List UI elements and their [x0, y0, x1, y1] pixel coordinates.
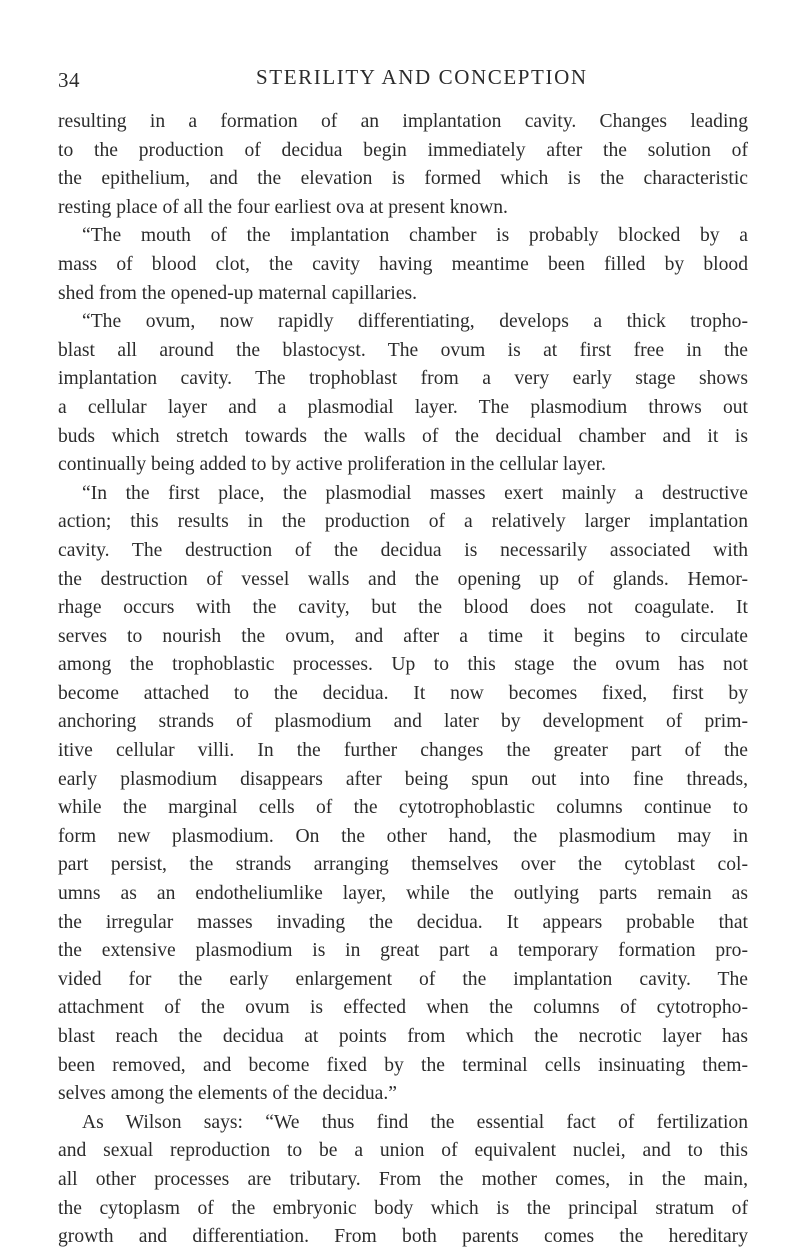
page-header	[0, 62, 800, 92]
text-line: itive cellular villi. In the further changes the greater part of the	[58, 740, 748, 762]
text-line: cavity. The destruction of the decidua is necessarily associated with	[58, 539, 748, 561]
text-line: implantation cavity. The trophoblast from a very early stage shows	[58, 368, 748, 390]
text-line: early plasmodium disappears after being spun out into fine threads,	[58, 768, 748, 790]
text-line: attachment of the ovum is effected when the columns of cytotropho-	[58, 997, 748, 1019]
text-line: blast all around the blastocyst. The ovum is at first free in the	[58, 339, 748, 361]
text-line: blast reach the decidua at points from which the necrotic layer has	[58, 1026, 748, 1047]
text-line: “The mouth of the implantation chamber is probably blocked by a	[82, 225, 748, 247]
text-line: the epithelium, and the elevation is formed which is the characteristic	[58, 168, 748, 190]
text-line: the destruction of vessel walls and the opening up of glands. Hemor-	[58, 568, 748, 590]
text-line: serves to nourish the ovum, and after a time it begins to circulate	[58, 625, 748, 647]
text-line: the cytoplasm of the embryonic body which is the principal stratum of	[58, 1197, 748, 1219]
text-line: while the marginal cells of the cytotrophoblastic columns continue to	[58, 797, 748, 819]
text-line: anchoring strands of plasmodium and later by development of prim-	[58, 711, 748, 733]
text-line: growth and differentiation. From both parents comes the hereditary	[58, 1226, 748, 1248]
text-line: form new plasmodium. On the other hand, the plasmodium may in	[58, 825, 748, 847]
text-line: resting place of all the four earliest ova at present known.	[58, 196, 508, 218]
text-line: “The ovum, now rapidly differentiating, develops a thick tropho-	[82, 311, 748, 333]
text-line: buds which stretch towards the walls of the decidual chamber and it is	[58, 425, 748, 447]
text-line: action; this results in the production of a relatively larger implantation	[58, 511, 748, 533]
text-line: shed from the opened-up maternal capillaries.	[58, 282, 418, 304]
text-line: part persist, the strands arranging themselves over the cytoblast col-	[58, 854, 748, 876]
text-line: among the trophoblastic processes. Up to this stage the ovum has not	[58, 654, 748, 676]
running-title: STERILITY AND CONCEPTION	[256, 65, 588, 89]
text-line: continually being added to by active proliferation in the cellular layer.	[58, 454, 606, 476]
text-line: “In the first place, the plasmodial masses exert mainly a destructive	[82, 482, 748, 504]
text-line: been removed, and become fixed by the terminal cells insinuating them-	[58, 1054, 748, 1076]
text-line: rhage occurs with the cavity, but the blood does not coagulate. It	[58, 597, 748, 619]
text-line: become attached to the decidua. It now becomes fixed, first by	[58, 682, 748, 704]
text-line: a cellular layer and a plasmodial layer. The plasmodium throws out	[58, 396, 748, 418]
text-line: to the production of decidua begin immediately after the solution of	[58, 139, 748, 161]
text-line: resulting in a formation of an implantation cavity. Changes leading	[58, 111, 748, 132]
text-line: vided for the early enlargement of the implantation cavity. The	[58, 968, 748, 990]
text-line: mass of blood clot, the cavity having meantime been filled by blood	[58, 253, 748, 275]
text-line: As Wilson says: “We thus find the essential fact of fertilization	[82, 1111, 748, 1133]
text-line: umns as an endotheliumlike layer, while the outlying parts remain as	[58, 883, 748, 905]
text-line: and sexual reproduction to be a union of equivalent nuclei, and to this	[58, 1140, 748, 1162]
text-line: the extensive plasmodium is in great part a temporary formation pro-	[58, 940, 748, 962]
page-number: 34	[58, 68, 80, 92]
text-line: all other processes are tributary. From the mother comes, in the main,	[58, 1168, 748, 1190]
text-line: selves among the elements of the decidua.”	[58, 1083, 397, 1105]
text-line: the irregular masses invading the decidua. It appears probable that	[58, 911, 748, 933]
body-text	[58, 108, 748, 1252]
